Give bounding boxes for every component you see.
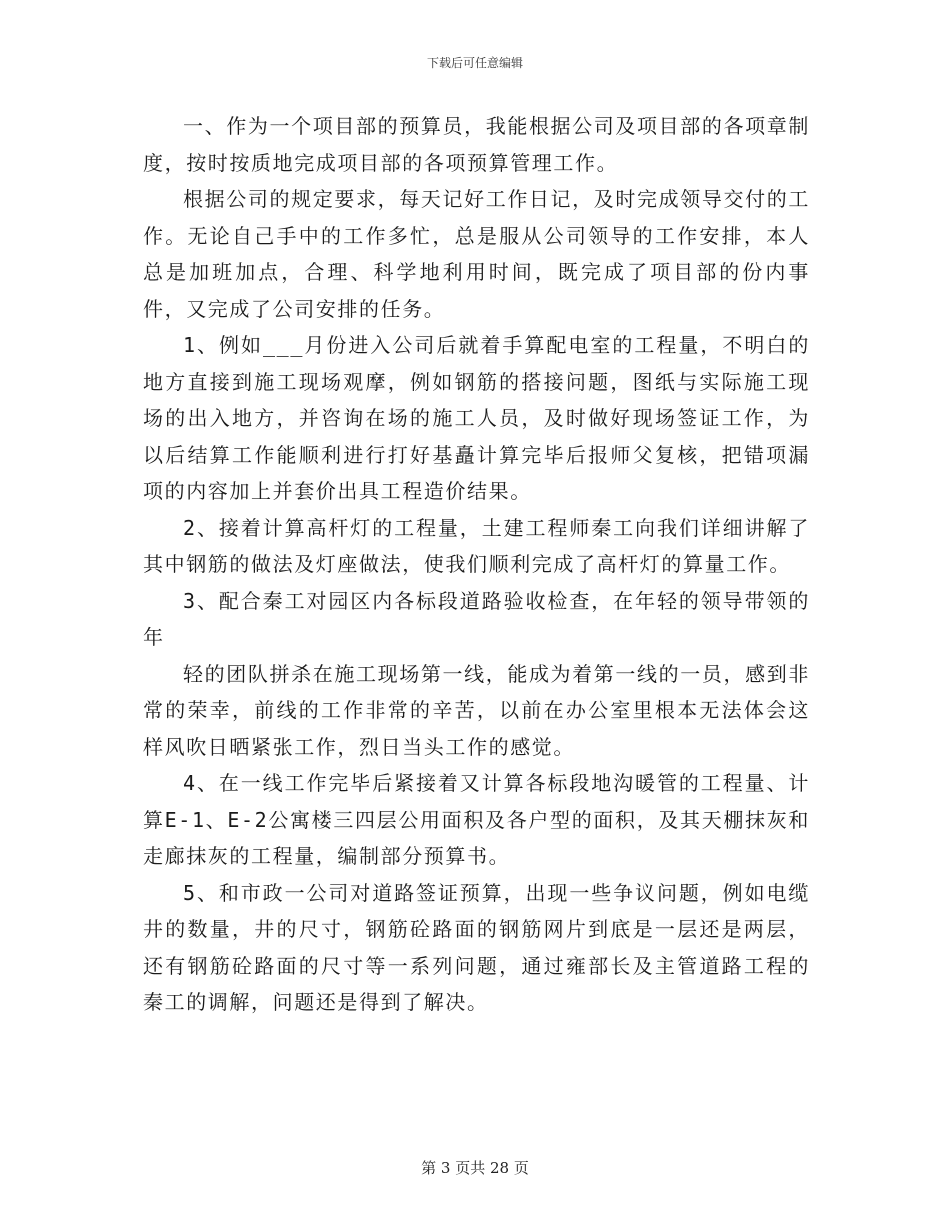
paragraph: 根据公司的规定要求，每天记好工作日记，及时完成领导交付的工作。无论自己手中的工作多忙，总是服从公司领导的工作安排，本人总是加班加点，合理、科学地利用时间，既完成了项目部的份内事件，又完成了公司安排的任务。 — [143, 187, 810, 321]
page-header-note: 下载后可任意编辑 — [426, 56, 523, 70]
paragraph: 1、例如___月份进入公司后就着手算配电室的工程量，不明白的地方直接到施工现场观摩，例如钢筋的搭接问题，图纸与实际施工现场的出入地方，并咨询在场的施工人员，及时做好现场签证工作，为以后结算工作能顺利进行打好基矗计算完毕后报师父复核，把错项漏项的内容加上并套价出具工程造价结果。 — [143, 333, 810, 503]
paragraph: 2、接着计算高杆灯的工程量，土建工程师秦工向我们详细讲解了其中钢筋的做法及灯座做法，使我们顺利完成了高杆灯的算量工作。 — [143, 515, 810, 576]
paragraph: 轻的团队拼杀在施工现场第一线，能成为着第一线的一员，感到非常的荣幸，前线的工作非常的辛苦，以前在办公室里根本无法体会这样风吹日晒紧张工作，烈日当头工作的感觉。 — [143, 661, 810, 759]
paragraph: 5、和市政一公司对道路签证预算，出现一些争议问题，例如电缆井的数量，井的尺寸，钢筋砼路面的钢筋网片到底是一层还是两层，还有钢筋砼路面的尺寸等一系列问题，通过雍部长及主管道路工程的秦工的调解，问题还是得到了解决。 — [143, 880, 810, 1014]
paragraph: 3、配合秦工对园区内各标段道路验收检查，在年轻的领导带领的年 — [143, 588, 810, 649]
paragraph: 4、在一线工作完毕后紧接着又计算各标段地沟暖管的工程量、计算E-1、E-2公寓楼三四层公用面积及各户型的面积，及其天棚抹灰和走廊抹灰的工程量，编制部分预算书。 — [143, 771, 810, 868]
paragraph: 一、作为一个项目部的预算员，我能根据公司及项目部的各项章制度，按时按质地完成项目部的各项预算管理工作。 — [143, 114, 810, 175]
document-body — [143, 108, 810, 1021]
page-number: 第 3 页共 28 页 — [421, 1159, 529, 1177]
